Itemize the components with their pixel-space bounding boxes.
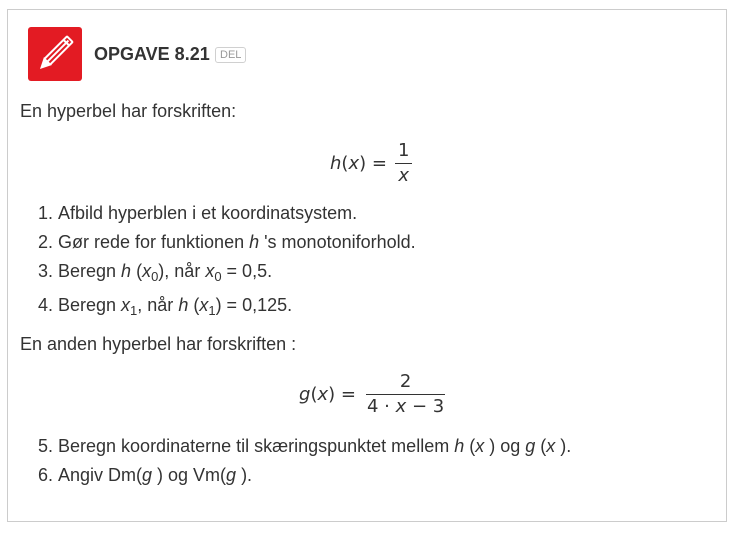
task-item-1: 1. Afbild hyperblen i et koordinatsystem. bbox=[58, 199, 416, 228]
formula-g bbox=[299, 372, 447, 417]
task-item-3: 3. Beregn h $(x_0)$, når $x_0 = 0,5$. bbox=[58, 257, 416, 291]
task-item-6: 6. Angiv Dm(g ) og Vm(g ). bbox=[58, 461, 571, 490]
formula-g-lhs: g(x) = bbox=[299, 384, 356, 405]
intro-text-1: En hyperbel har forskriften: bbox=[20, 101, 237, 121]
formula-g-fraction bbox=[364, 372, 447, 417]
formula-h-denominator: x bbox=[398, 165, 409, 186]
formula-g-denominator: 4 · x − 3 bbox=[366, 396, 445, 417]
task-item-2: 2. Gør rede for funktionen h 's monotoniforhold. bbox=[58, 228, 416, 257]
exercise-title: OPGAVE 8.21 bbox=[94, 44, 210, 64]
task-list-2 bbox=[20, 432, 571, 490]
pencil-icon bbox=[28, 27, 82, 81]
formula-h-lhs: h(x) = bbox=[330, 153, 387, 174]
formula-h-fraction bbox=[395, 141, 412, 186]
intro-text-2: En anden hyperbel har forskriften : bbox=[20, 334, 297, 354]
task-item-5: 5. Beregn koordinaterne til skæringspunktet mellem h (x ) og g (x ). bbox=[58, 432, 571, 461]
formula-h bbox=[330, 141, 412, 186]
task-list-1 bbox=[20, 199, 416, 325]
formula-g-numerator: 2 bbox=[366, 372, 445, 395]
formula-h-numerator: 1 bbox=[395, 141, 412, 164]
task-item-4: 4. Beregn $x_1$, når h $(x_1) = 0,125$. bbox=[58, 291, 416, 325]
del-badge: DEL bbox=[215, 47, 246, 63]
